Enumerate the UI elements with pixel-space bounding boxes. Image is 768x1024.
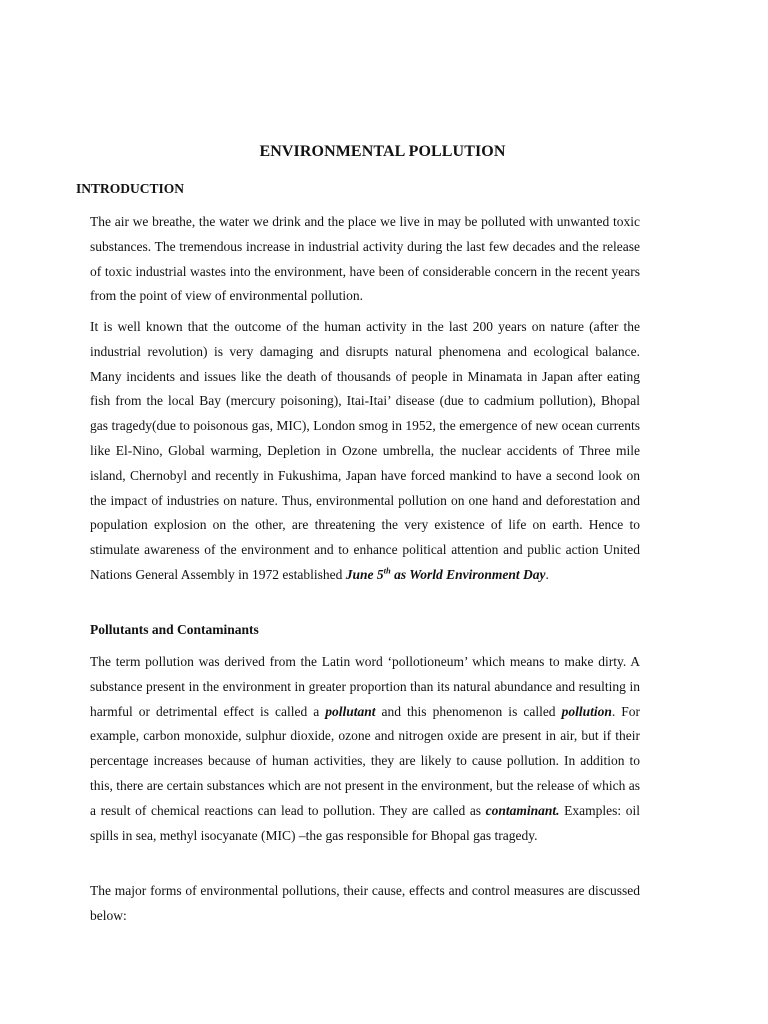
world-environment-day-emphasis: [345, 565, 549, 582]
term-pollutant: pollutant: [325, 703, 376, 719]
introduction-paragraph-1: The air we breathe, the water we drink and the place we live in may be polluted with unwanted toxic substances. The tremendous increase in industrial activity during the last few decades and the release of toxic industrial wastes into the environment, have been of considerable concern in the recent years from the point of view of environmental pollution.: [90, 214, 640, 304]
pollutants-heading: Pollutants and Contaminants: [90, 622, 259, 637]
introduction-heading: INTRODUCTION: [76, 181, 185, 196]
pollutants-paragraph-2: The major forms of environmental pollutions, their cause, effects and control measures are discussed below:: [90, 883, 640, 923]
paragraph-2-end: .: [545, 566, 549, 582]
term-contaminant: contaminant.: [485, 802, 560, 818]
paragraph-3-part-3: . For example, carbon monoxide, sulphur dioxide, ozone and nitrogen oxide are present in air, but if their percentage increases because of human activities, they are likely to cause pollution. In addition to this, there are certain substances which are not present in the environment, but the release of which as a result of chemical reactions can lead to pollution. They are called as: [90, 703, 641, 818]
emphasis-day: June 5: [345, 566, 384, 582]
document-page: [76, 0, 641, 1024]
paragraph-2-text: It is well known that the outcome of the human activity in the last 200 years on nature (after the industrial revolution) is very damaging and disrupts natural phenomena and ecological balance. Many incidents and issues like the death of thousands of people in Minamata in Japan after eating fish from the local Bay (mercury poisoning), Itai-Itai’ disease (due to cadmium pollution), Bhopal gas tragedy(due to poisonous gas, MIC), London smog in 1952, the emergence of new ocean currents like El-Nino, Global warming, Depletion in Ozone umbrella, the nuclear accidents of Three mile island, Chernobyl and recently in Fukushima, Japan have forced mankind to have a second look on the impact of industries on nature. Thus, environmental pollution on one hand and deforestation and population explosion on the other, are threatening the very existence of life on earth. Hence to stimulate awareness of the environment and to enhance political attention and public action United Nations General Assembly in 1972 established: [90, 319, 640, 582]
paragraph-3-part-2: and this phenomenon is called: [375, 703, 562, 719]
term-pollution: pollution: [561, 703, 612, 719]
emphasis-superscript: th: [383, 565, 391, 576]
document-title: ENVIRONMENTAL POLLUTION: [259, 143, 506, 160]
pollutants-paragraph-1: [90, 650, 640, 848]
paragraph-3-part-4: Examples: oil spills in sea, methyl isocyanate (MIC) –the gas responsible for Bhopal gas tragedy.: [90, 802, 640, 843]
paragraph-3-part-1: The term pollution was derived from the Latin word ‘pollotioneum’ which means to make dirty. A substance present in the environment in greater proportion than its natural abundance and resulting in harmful or detrimental effect is called a: [90, 654, 640, 719]
emphasis-rest: as World Environment Day: [390, 566, 546, 582]
introduction-paragraph-2: [90, 315, 640, 588]
